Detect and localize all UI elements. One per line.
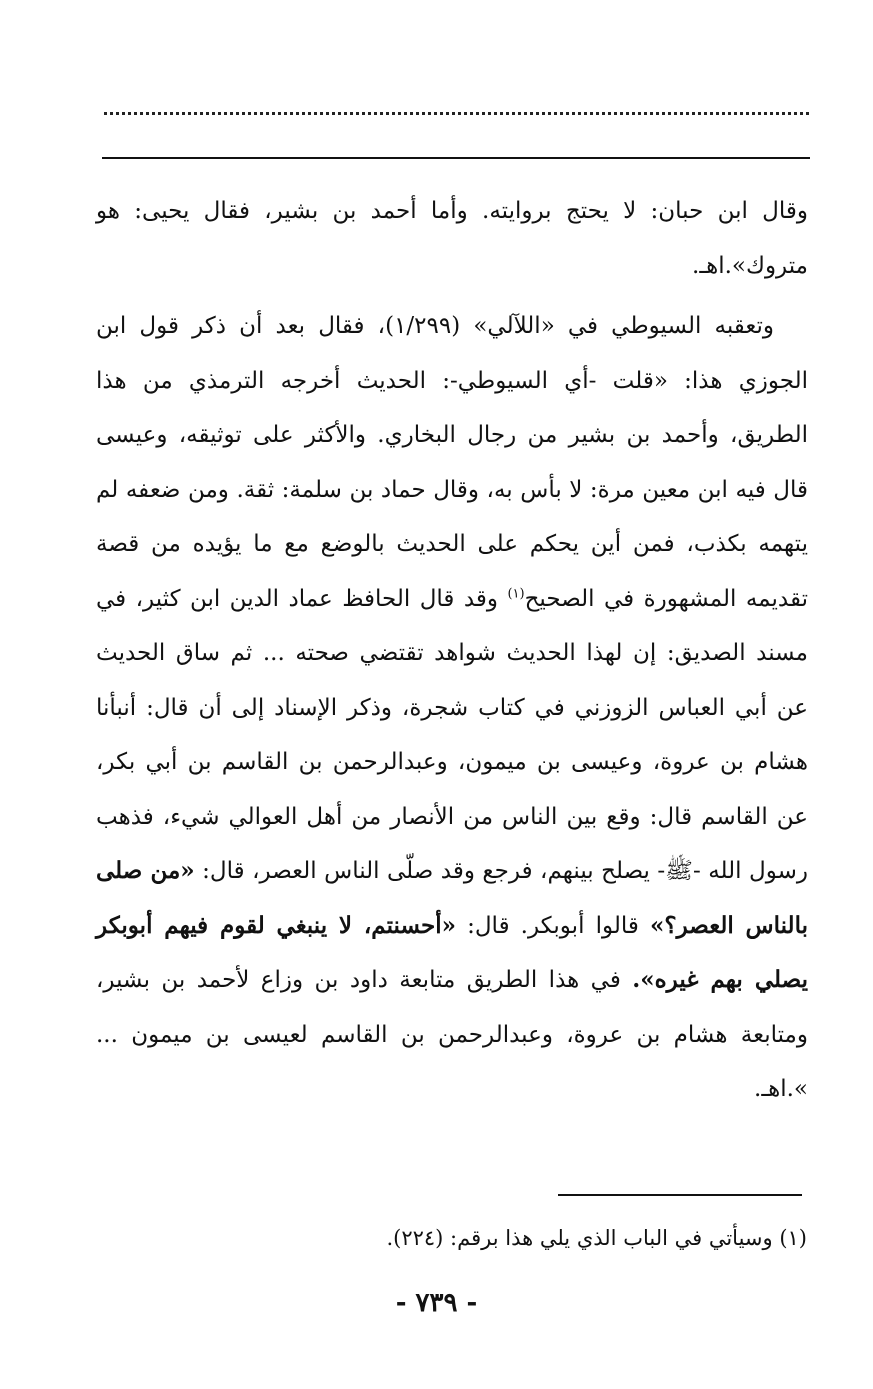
paragraph-2-text-c: قالوا أبوبكر. قال: [455, 912, 650, 939]
footnote-reference: (١) [507, 585, 525, 601]
bold-quote-1: «من صلى بالناس العصر؟» [96, 857, 808, 939]
paragraph-1: وقال ابن حبان: لا يحتج بروايته. وأما أحمد بن بشير، فقال يحيى: هو متروك».اهـ. [96, 198, 808, 279]
header-dotted-line [104, 112, 809, 115]
paragraph-2-text-a: وتعقبه السيوطي في «اللآلي» (١/٢٩٩)، فقال بعد أن ذكر قول ابن الجوزي هذا: «قلت -أي السيوطي-: الحديث أخرجه الترمذي من هذا الطريق، وأحمد بن بشير من رجال البخاري. والأكثر على توثيقه، وعيسى قال فيه ابن معين مرة: لا بأس به، وقال حماد بن سلمة: ثقة. ومن ضعفه لم يتهمه بكذب، فمن أين يحكم على الحديث بالوضع مع ما يؤيده من قصة تقديمه المشهورة في الصحيح [96, 313, 808, 612]
footnote-separator [558, 1194, 802, 1196]
paragraph-2-text-d: في هذا الطريق متابعة داود بن وزاع لأحمد بن بشير، ومتابعة هشام بن عروة، وعبدالرحمن بن القاسم لعيسى بن ميمون ... ».اهـ. [96, 967, 808, 1102]
page-number: - ٧٣٩ - [395, 1288, 478, 1318]
paragraph-2-text-b: وقد قال الحافظ عماد الدين ابن كثير، في مسند الصديق: إن لهذا الحديث شواهد تقتضي صحته ... ثم ساق الحديث عن أبي العباس الزوزني في كتاب شجرة، وذكر الإسناد إلى أن قال: أنبأنا هشام بن عروة، وعيسى بن ميمون، وعبدالرحمن بن القاسم بن أبي بكر، عن القاسم قال: وقع بين الناس من الأنصار من أهل العوالي شيء، فذهب رسول الله -ﷺ- يصلح بينهم، فرجع وقد صلّى الناس العصر، قال: [96, 585, 808, 884]
bold-quote-2: «أحسنتم، لا ينبغي لقوم فيهم أبوبكر يصلي بهم غيره». [96, 911, 808, 993]
main-text [96, 184, 808, 1117]
footnote: (١) وسيأتي في الباب الذي يلي هذا برقم: (٢٢٤). [386, 1226, 807, 1250]
paragraph-2 [96, 299, 808, 1117]
header-rule [102, 157, 810, 159]
